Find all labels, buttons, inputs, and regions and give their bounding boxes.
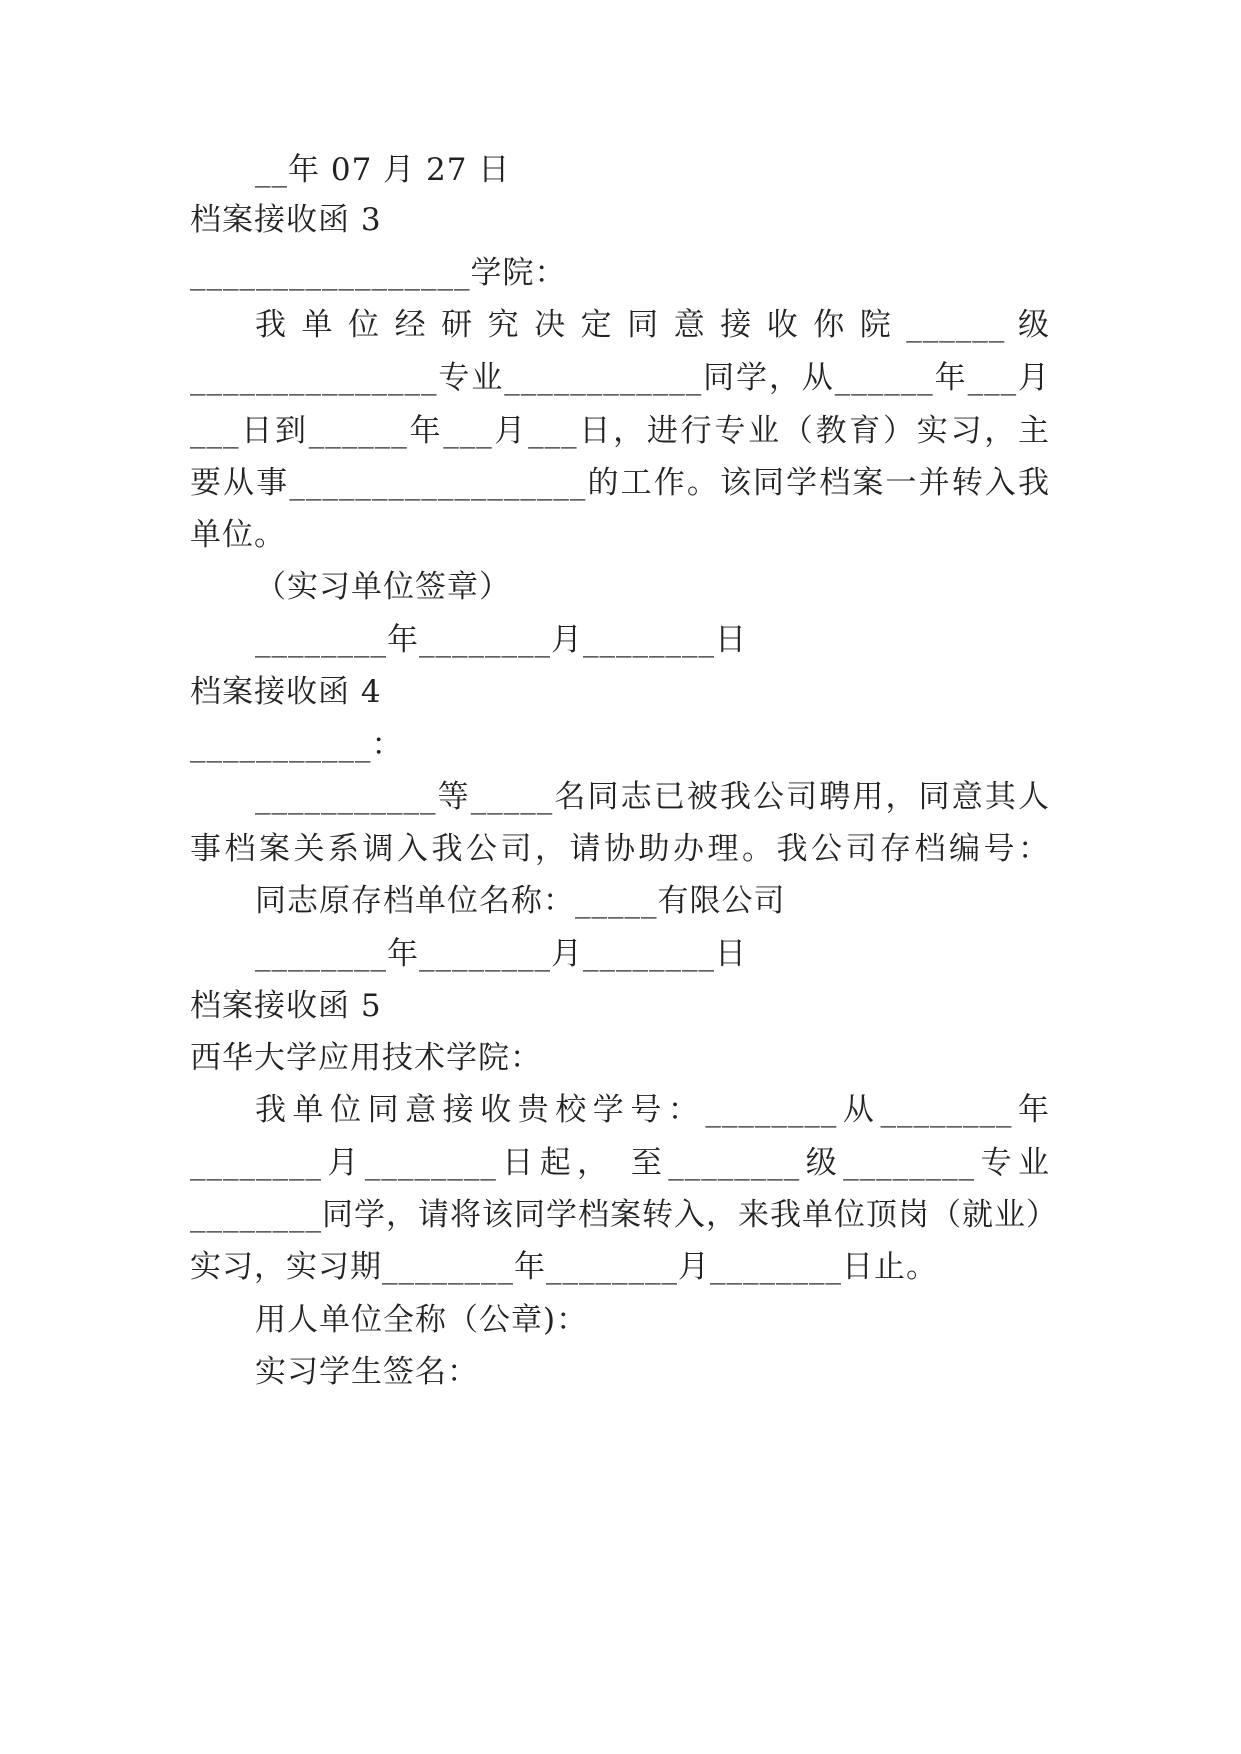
addressee-blank: ___________： [190, 727, 404, 763]
letter4-body-line-1: ___________等_____名同志已被我公司聘用，同意其人 [255, 779, 1050, 815]
letter3-body-line-4: 要从事__________________的工作。该同学档案一并转入我 [190, 465, 1050, 501]
heading-letter-4: 档案接收函 4 [190, 674, 382, 710]
letter3-body-line-5: 单位。 [190, 517, 286, 553]
original-archive-unit: 同志原存档单位名称：_____有限公司 [255, 883, 786, 919]
letter3-date-line: ________年________月________日 [255, 622, 747, 658]
stamp-label: （实习单位签章） [255, 569, 511, 605]
addressee-xihua: 西华大学应用技术学院： [190, 1040, 542, 1076]
letter3-body-line-3: ___日到______年___月___日，进行专业（教育）实习，主 [190, 413, 1050, 449]
heading-letter-3: 档案接收函 3 [190, 202, 382, 238]
employer-full-name: 用人单位全称（公章)： [255, 1302, 589, 1338]
date-line: __年 07 月 27 日 [255, 152, 511, 188]
letter4-body-line-2: 事档案关系调入我公司，请协助办理。我公司存档编号： [190, 831, 1050, 867]
letter3-body-line-2: _______________专业____________同学，从______年___月 [190, 360, 1050, 396]
letter5-body-line-4: 实习，实习期________年________月________日止。 [190, 1249, 938, 1285]
letter3-body-line-1: 我 单 位 经 研 究 决 定 同 意 接 收 你 院 ______ 级 [255, 307, 1050, 343]
letter5-body-line-3: ________同学，请将该同学档案转入，来我单位顶岗（就业） [190, 1197, 1058, 1233]
letter5-body-line-1: 我单位同意接收贵校学号：________从________年 [255, 1092, 1050, 1128]
letter4-date-line: ________年________月________日 [255, 936, 747, 972]
addressee-college: _________________学院： [190, 255, 567, 291]
heading-letter-5: 档案接收函 5 [190, 988, 382, 1024]
student-signature: 实习学生签名： [255, 1354, 479, 1390]
letter5-body-line-2: ________月________日起， 至________级________专业 [190, 1145, 1050, 1181]
